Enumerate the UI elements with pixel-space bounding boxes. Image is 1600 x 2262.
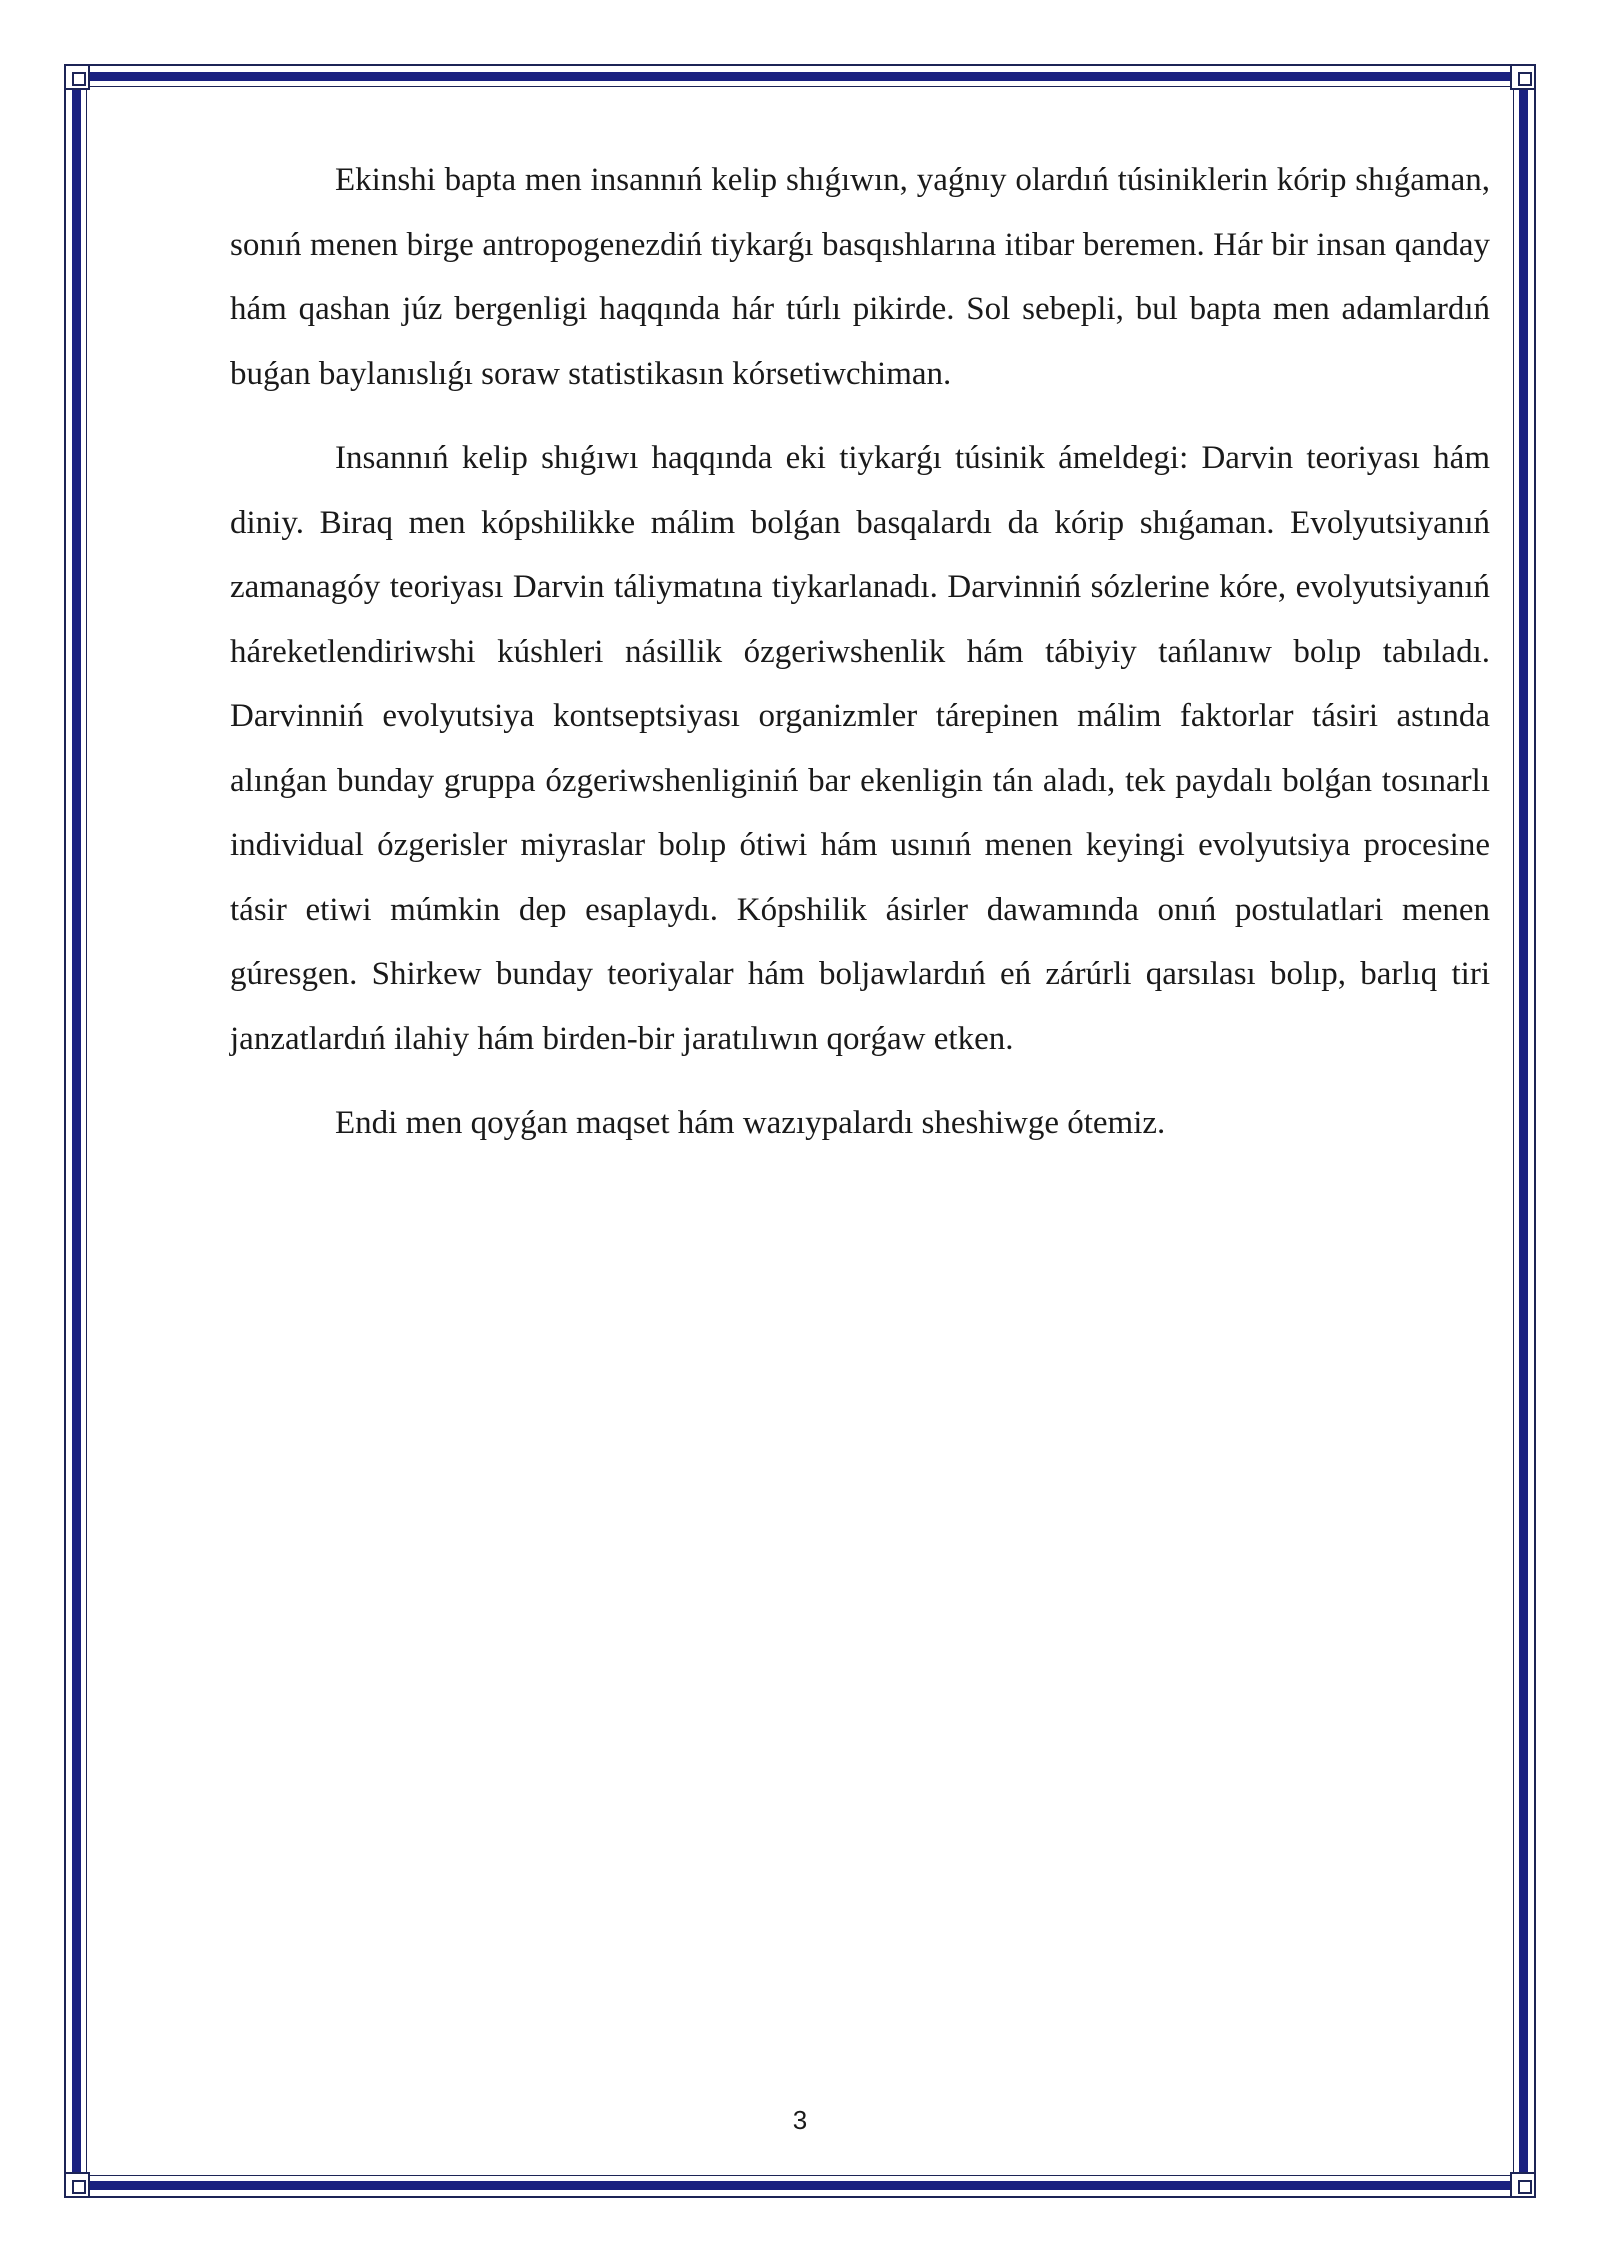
body-text: [230, 148, 1490, 1176]
page-number: 3: [792, 2105, 808, 2135]
corner-ornament-top-left: [64, 64, 90, 90]
corner-ornament-bottom-left: [64, 2172, 90, 2198]
paragraph-1: Ekinshi bapta men insannıń kelip shıǵıwın, yaǵnıy olardıń túsiniklerin kórip shıǵaman, sonıń menen birge antropogenezdiń tiykarǵı basqıshlarına itibar beremen. Hár bir insan qanday hám qashan júz bergenligi haqqında hár túrlı pikirde. Sol sebepli, bul bapta men adamlardıń buǵan baylanıslıǵı soraw statistikasın kórsetiwchiman.: [230, 162, 1490, 392]
corner-ornament-top-right: [1510, 64, 1536, 90]
paragraph-2: Insannıń kelip shıǵıwı haqqında eki tiykarǵı túsinik ámeldegi: Darvin teoriyası hám diniy. Biraq men kópshilikke málim bolǵan basqalardı da kórip shıǵaman. Evolyutsiyanıń zamanagóy teoriyası Darvin táliymatına tiykarlanadı. Darvinniń sózlerine kóre, evolyutsiyanıń háreketlendiriwshi kúshleri násillik ózgeriwshenlik hám tábiyiy tańlanıw bolıp tabıladı. Darvinniń evolyutsiya kontseptsiyası organizmler tárepinen málim faktorlar tásiri astında alınǵan bunday gruppa ózgeriwshenliginiń bar ekenligin tán aladı, tek paydalı bolǵan tosınarlı individual ózgerisler miyraslar bolıp ótiwi hám usınıń menen keyingi evolyutsiya procesine tásir etiwi múmkin dep esaplaydı. Kópshilik ásirler dawamında onıń postulatlari menen gúresgen. Shirkew bunday teoriyalar hám boljawlardıń eń zárúrli qarsılası bolıp, barlıq tiri janzatlardıń ilahiy hám birden-bir jaratılıwın qorǵaw etken.: [230, 440, 1490, 1057]
paragraph-3: Endi men qoyǵan maqset hám wazıypalardı sheshiwge ótemiz.: [335, 1105, 1166, 1141]
corner-ornament-bottom-right: [1510, 2172, 1536, 2198]
